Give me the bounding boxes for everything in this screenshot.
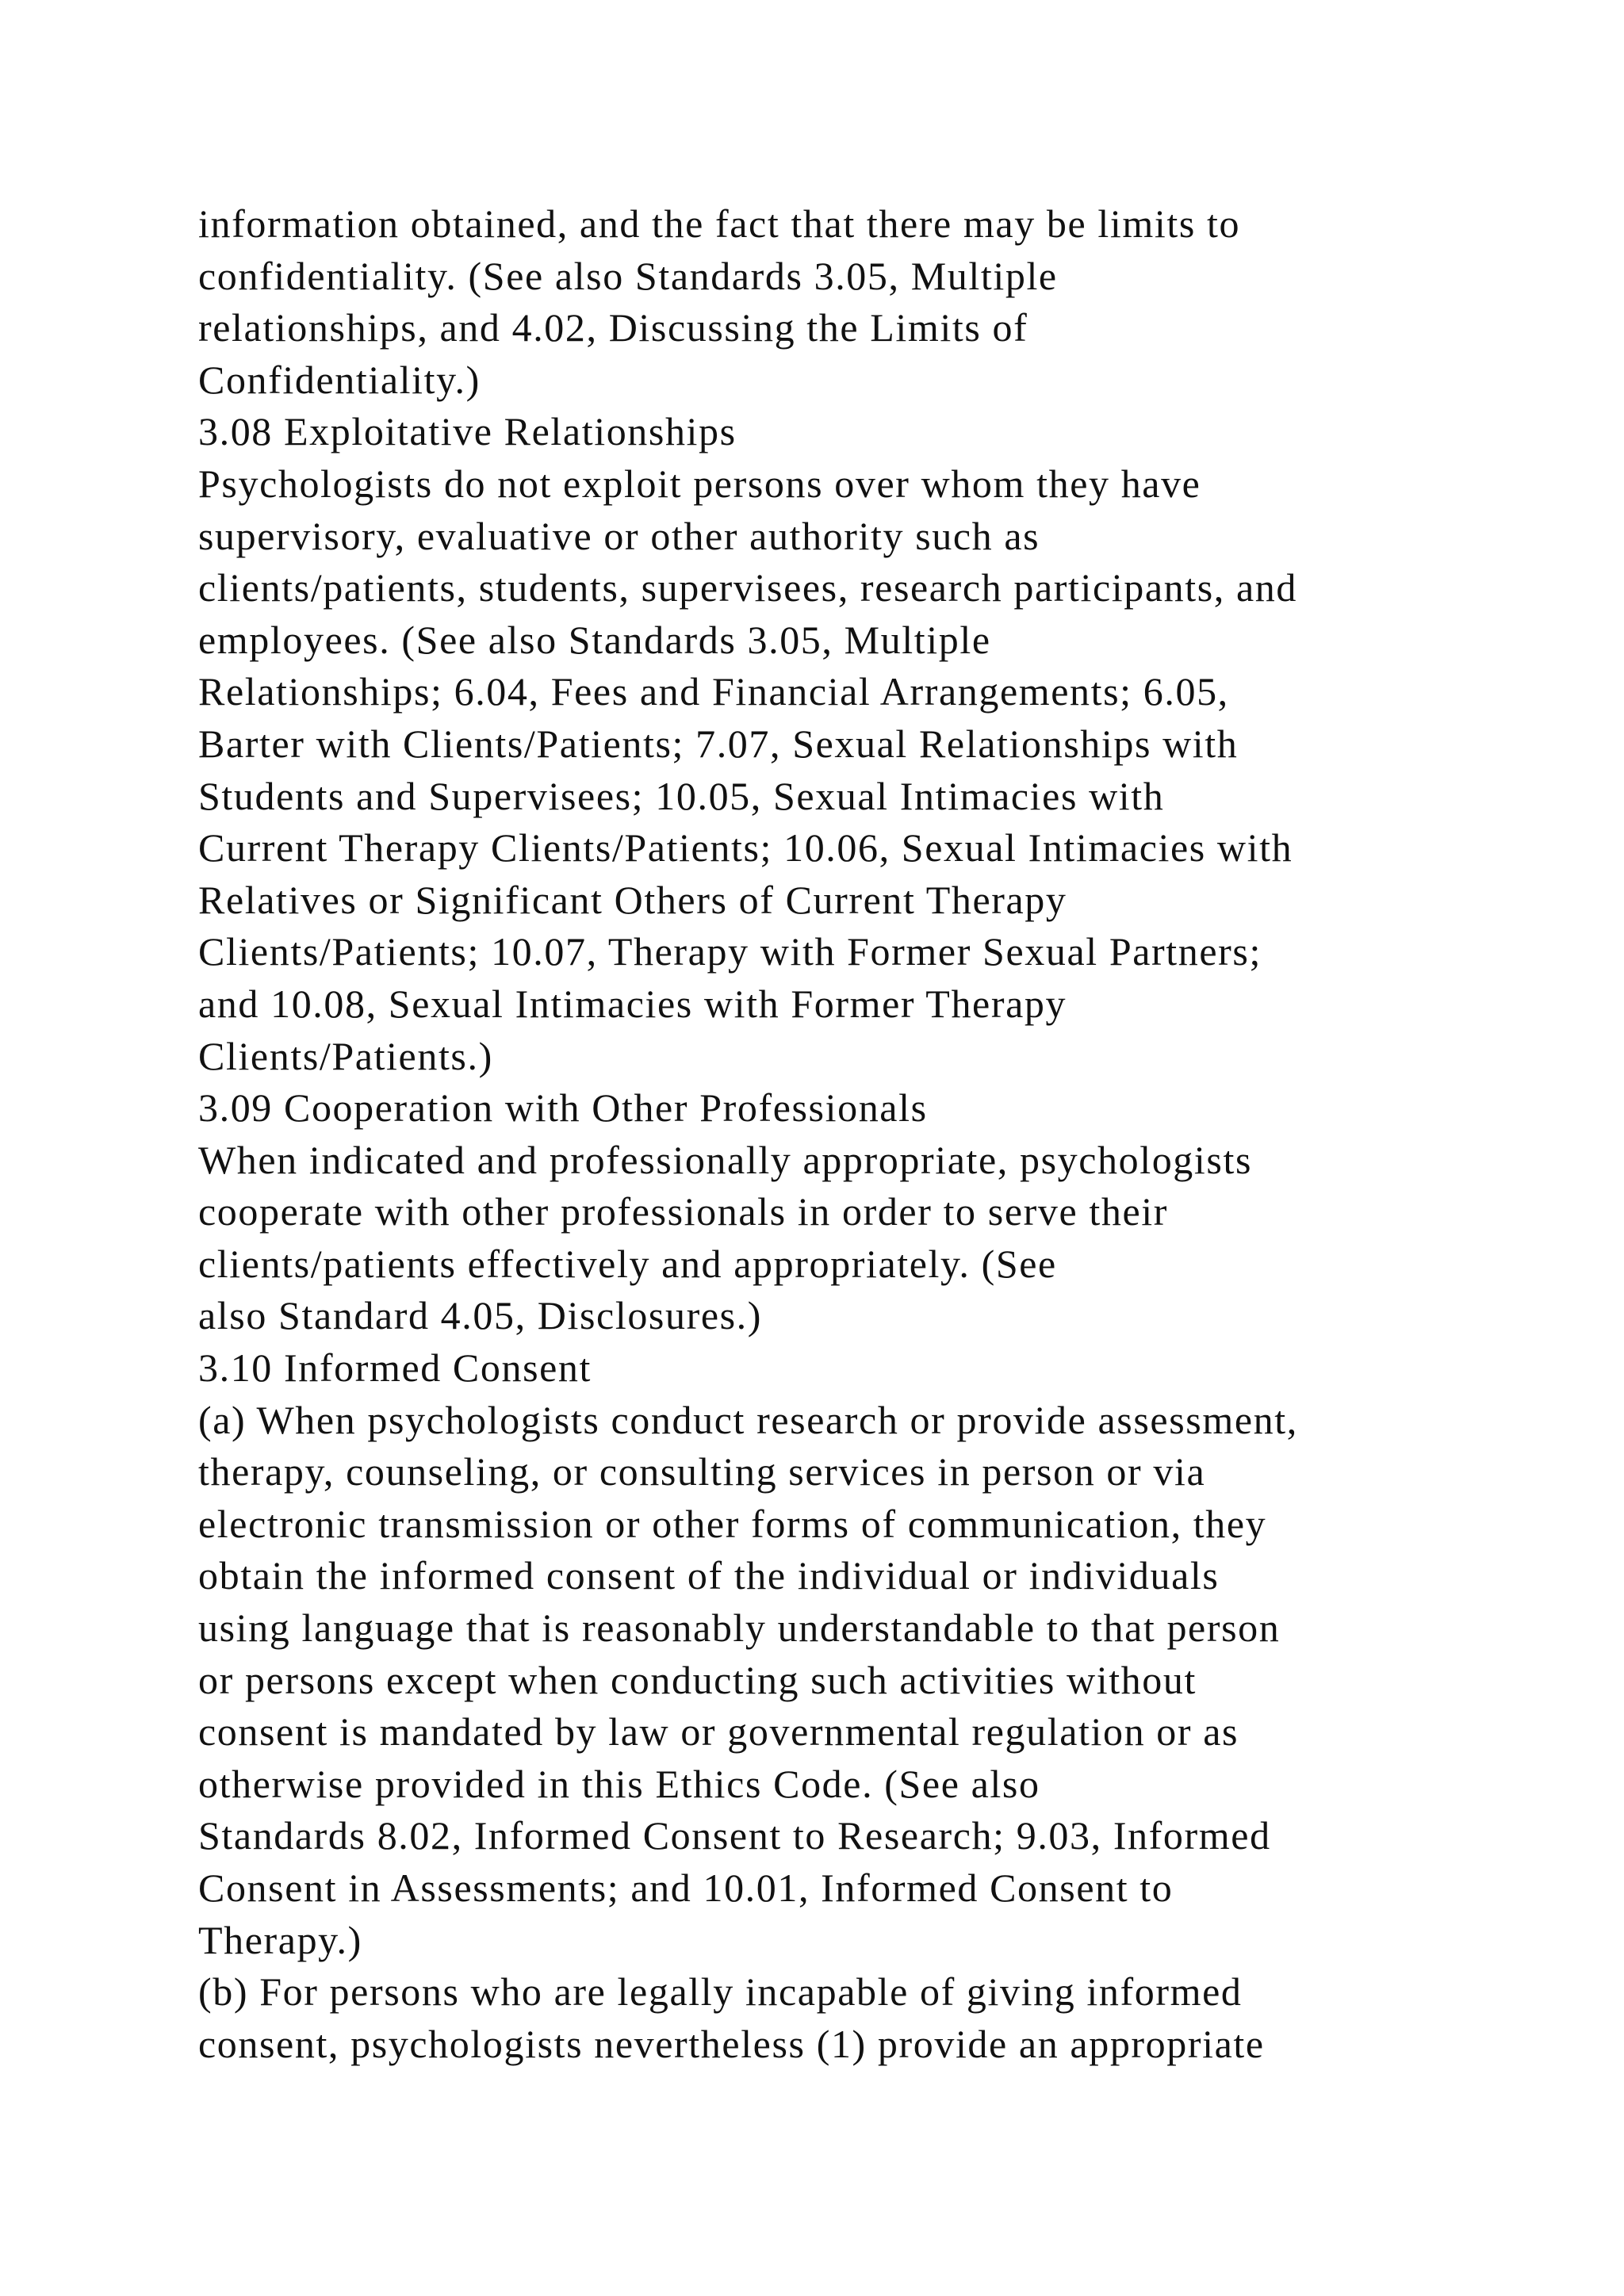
- text-line: (b) For persons who are legally incapable of giving informed: [198, 1969, 1243, 2015]
- text-line: confidentiality. (See also Standards 3.05, Multiple: [198, 253, 1058, 298]
- text-line: (a) When psychologists conduct research or provide assessment,: [198, 1397, 1298, 1442]
- text-line: clients/patients effectively and appropriately. (See: [198, 1241, 1057, 1286]
- text-line: supervisory, evaluative or other authority such as: [198, 513, 1040, 558]
- text-line: therapy, counseling, or consulting services in person or via: [198, 1449, 1206, 1494]
- text-line: obtain the informed consent of the individual or individuals: [198, 1553, 1220, 1598]
- section-heading: 3.10 Informed Consent: [198, 1345, 592, 1391]
- text-line: relationships, and 4.02, Discussing the Limits of: [198, 305, 1028, 350]
- text-line: Standards 8.02, Informed Consent to Research; 9.03, Informed: [198, 1813, 1271, 1858]
- text-line: employees. (See also Standards 3.05, Multiple: [198, 617, 991, 662]
- text-line: using language that is reasonably understandable to that person: [198, 1605, 1281, 1651]
- text-line: also Standard 4.05, Disclosures.): [198, 1293, 763, 1338]
- text-line: Confidentiality.): [198, 357, 481, 402]
- text-line: consent, psychologists nevertheless (1) provide an appropriate: [198, 2021, 1265, 2066]
- text-line: otherwise provided in this Ethics Code. (See also: [198, 1761, 1040, 1806]
- text-line: clients/patients, students, supervisees, research participants, and: [198, 565, 1297, 610]
- text-line: Therapy.): [198, 1917, 362, 1962]
- text-line: Clients/Patients.): [198, 1033, 493, 1078]
- text-line: cooperate with other professionals in order to serve their: [198, 1189, 1168, 1234]
- text-line: information obtained, and the fact that there may be limits to: [198, 201, 1241, 246]
- section-heading: 3.09 Cooperation with Other Professionals: [198, 1085, 928, 1131]
- text-line: electronic transmission or other forms of communication, they: [198, 1501, 1267, 1546]
- text-line: Students and Supervisees; 10.05, Sexual Intimacies with: [198, 773, 1165, 818]
- text-line: Current Therapy Clients/Patients; 10.06, Sexual Intimacies with: [198, 825, 1293, 871]
- text-line: consent is mandated by law or governmental regulation or as: [198, 1709, 1239, 1755]
- text-line: or persons except when conducting such activities without: [198, 1657, 1197, 1702]
- text-line: Consent in Assessments; and 10.01, Informed Consent to: [198, 1866, 1174, 1910]
- text-line: Barter with Clients/Patients; 7.07, Sexual Relationships with: [198, 721, 1239, 766]
- text-line: Relatives or Significant Others of Current Therapy: [198, 877, 1067, 922]
- section-heading: 3.08 Exploitative Relationships: [198, 409, 737, 454]
- text-line: Clients/Patients; 10.07, Therapy with Former Sexual Partners;: [198, 929, 1262, 974]
- text-line: and 10.08, Sexual Intimacies with Former Therapy: [198, 981, 1067, 1026]
- text-line: Psychologists do not exploit persons over whom they have: [198, 461, 1201, 506]
- document-text: [198, 198, 1546, 2070]
- text-line: Relationships; 6.04, Fees and Financial Arrangements; 6.05,: [198, 669, 1229, 714]
- text-line: When indicated and professionally appropriate, psychologists: [198, 1137, 1253, 1182]
